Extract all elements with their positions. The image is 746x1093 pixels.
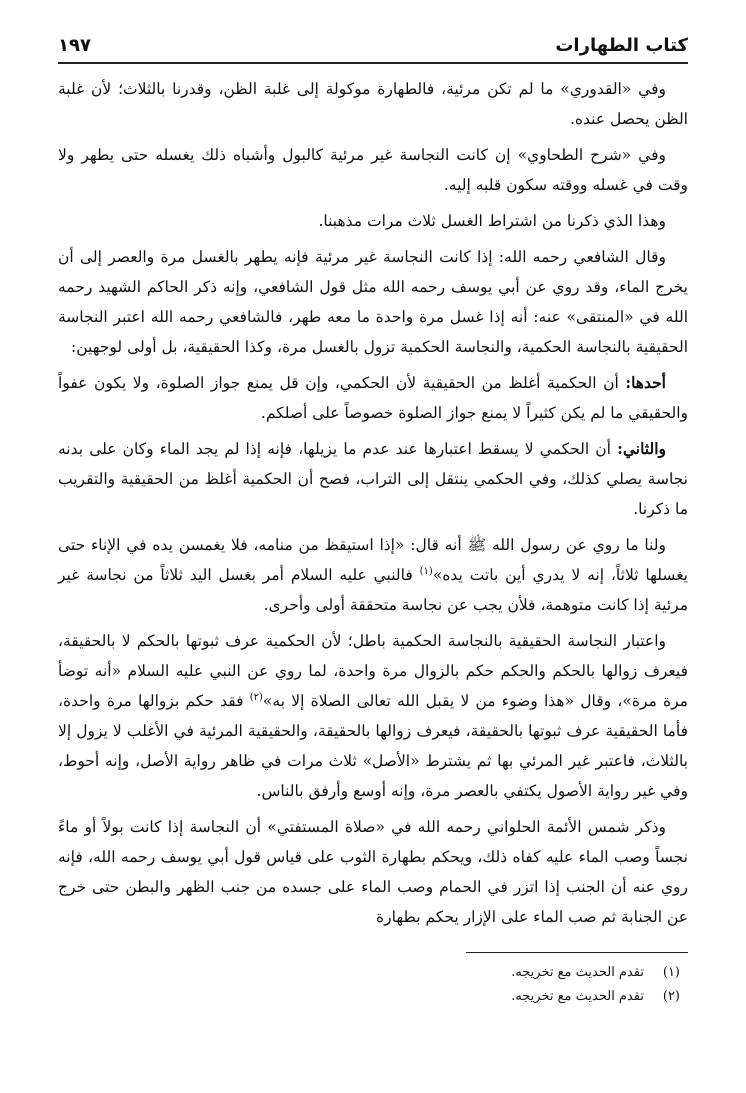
footnote-text: تقدم الحديث مع تخريجه. [511, 989, 644, 1004]
book-title: كتاب الطهارات [555, 35, 688, 56]
paragraph-lead: والثاني: [617, 439, 666, 458]
paragraph: وفي «القدوري» ما لم تكن مرئية، فالطهارة موكولة إلى غلبة الظن، وقدرنا بالثلاث؛ لأن غلبة الظن يحصل عنده. [58, 80, 688, 128]
paragraph: وقال الشافعي رحمه الله: إذا كانت النجاسة غير مرئية فإنه يطهر بالغسل مرة والعصر إلى أن يخرج الماء، وقد روي عن أبي يوسف رحمه الله مثل قول الشافعي، وإنه ذكر الحاكم الشهيد رحمه الله في «المنتقى» عنه: أنه إذا غسل مرة واحدة ما معه طهر، فالشافعي رحمه الله اعتبر النجاسة الحقيقية بالنجاسة الحكمية، والنجاسة الحكمية تزول بالغسل مرة، وكذا الحقيقية، بل أولى لوجهين: [58, 248, 688, 356]
page-header [58, 26, 688, 56]
footnote-ref: (١) [419, 565, 433, 577]
footnote-divider [466, 952, 688, 953]
paragraph-lead: أحدها: [625, 373, 666, 392]
footnote-text: تقدم الحديث مع تخريجه. [511, 965, 644, 980]
footnotes [58, 961, 688, 1009]
book-page [58, 26, 688, 1093]
footnote [58, 985, 688, 1009]
main-text [58, 74, 688, 932]
paragraph: واعتبار النجاسة الحقيقية بالنجاسة الحكمية باطل؛ لأن الحكمية عرف ثبوتها بالحكم لا بالحقيقة، فيعرف زوالها بالحكم والحكم حكم بالزوال مرة واحدة، لما روي عن النبي عليه السلام «أنه توضأ مرة مرة»، وقال «هذا وضوء من لا يقبل الله تعالى الصلاة إلا به»$^{(٢)}$ فقد حكم بزوالها مرة واحدة، فأما الحقيقية عرف ثبوتها بالحقيقة، فيعرف زوالها بالحقيقة، والحقيقية المرئية في الأغلب لا يزول إلا بالثلاث، فاعتبر غير المرئي بها ثم يشترط «الأصل» ثلاث مرات في ظاهر رواية الأصل، وإنه أحوط، وفي غير رواية الأصول يكتفي بالعصر مرة، وإنه أوسع وأرفق بالناس. [58, 632, 688, 800]
footnote-ref: (٢) [249, 691, 263, 703]
footnote-number: (٢) [662, 989, 680, 1004]
footnote [58, 961, 688, 985]
footnote-number: (١) [662, 965, 680, 980]
page-number: ١٩٧ [58, 35, 91, 56]
paragraph: وذكر شمس الأئمة الحلواني رحمه الله في «صلاة المستفتي» أن النجاسة إذا كانت بولاً أو ماءً نجساً وصب الماء عليه كفاه ذلك، ويحكم بطهارة الثوب على قياس قول أبي يوسف رحمه الله، فإنه روي عنه أن الجنب إذا اتزر في الحمام وصب الماء على جسده من جنب الظهر والبطن حتى خرج عن الجنابة ثم صب الماء على الإزار يحكم بطهارة [58, 818, 688, 926]
paragraph: وهذا الذي ذكرنا من اشتراط الغسل ثلاث مرات مذهبنا. [318, 212, 666, 230]
paragraph: وفي «شرح الطحاوي» إن كانت النجاسة غير مرئية كالبول وأشباه ذلك يغسله حتى يطهر ولا وقت في غسله ووقته سكون قلبه إليه. [58, 146, 688, 194]
paragraph: أحدها: أن الحكمية أغلظ من الحقيقية لأن الحكمي، وإن قل يمنع جواز الصلوة، ولا يكون عفواً والحقيقي ما لم يكن كثيراً لا يمنع جواز الصلوة خصوصاً على أصلكم. [58, 373, 688, 422]
header-divider [58, 62, 688, 64]
paragraph: والثاني: أن الحكمي لا يسقط اعتبارها عند عدم ما يزيلها، فإنه إذا لم يجد الماء وكان على بدنه نجاسة يصلي كذلك، وفي الحكمي ينتقل إلى التراب، فصح أن الحكمية أغلظ من الحقيقية والتقريب ما ذكرنا. [58, 439, 688, 518]
paragraph: ولنا ما روي عن رسول الله ﷺ أنه قال: «إذا استيقظ من منامه، فلا يغمسن يده في الإناء حتى يغسلها ثلاثاً، إنه لا يدري أين باتت يده»$^{(١)}$ فالنبي عليه السلام أمر بغسل اليد ثلاثاً من نجاسة غير مرئية إذا كانت متوهمة، فلأن يجب عن نجاسة متحققة أولى وأحرى. [58, 536, 688, 614]
